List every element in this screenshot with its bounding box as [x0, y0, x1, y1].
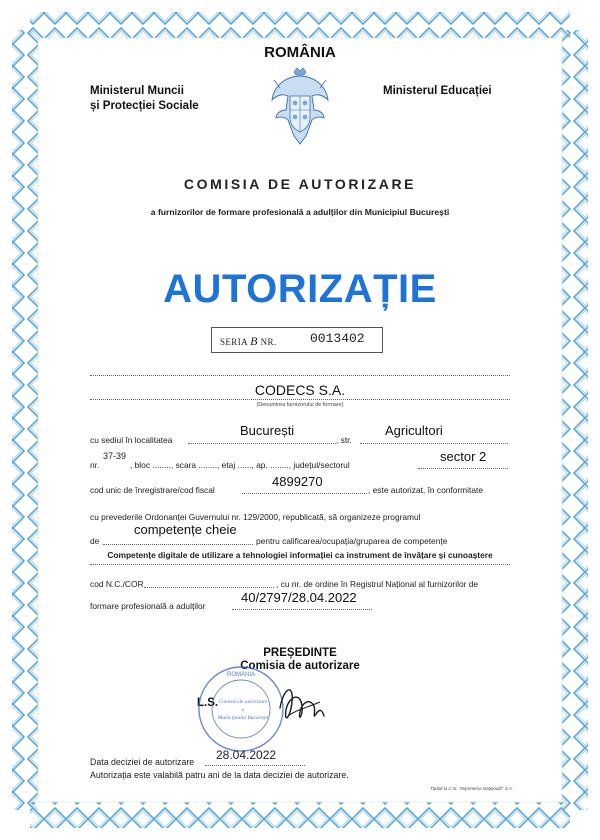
provider-top-line	[90, 375, 510, 376]
ministry-labor-line2: și Protecției Sociale	[90, 100, 199, 112]
decision-date: 28.04.2022	[216, 748, 277, 762]
serial-series: B	[250, 334, 258, 348]
program-rest: pentru calificarea/ocupația/gruparea de competențe	[256, 536, 448, 546]
fiscal-dots	[242, 493, 367, 494]
competence-title: Competențe digitale de utilizare a tehnologiei informației ca instrument de învățare și cunoaștere	[107, 550, 493, 560]
provider-caption: (Denumirea furnizorului de formare)	[256, 402, 344, 408]
coat-of-arms-icon	[268, 66, 332, 148]
serial-label-group	[220, 334, 277, 349]
country-name: ROMÂNIA	[264, 44, 336, 61]
ministry-labor-line1: Ministerul Muncii	[90, 85, 184, 97]
document-title: AUTORIZAȚIE	[163, 267, 437, 311]
svg-text:Municipiului București: Municipiului București	[217, 715, 269, 721]
street-dots	[360, 443, 508, 444]
fiscal-label: cod unic de înregistrare/cod fiscal	[90, 485, 215, 495]
serial-nr-label: NR.	[260, 337, 277, 347]
program-value: competențe cheie	[134, 522, 237, 537]
cor-label: cod N.C./COR	[90, 579, 144, 589]
ministry-labor	[90, 84, 225, 114]
provider-line	[90, 399, 510, 400]
svg-text:ROMÂNIA: ROMÂNIA	[226, 672, 256, 678]
svg-text:a: a	[241, 707, 245, 713]
sector-dots	[418, 468, 508, 469]
provider-name: CODECS S.A.	[254, 382, 346, 398]
fiscal-rest: , este autorizat, în conformitate	[368, 485, 483, 495]
fiscal-code: 4899270	[272, 474, 323, 489]
street-value: Agricultori	[385, 423, 443, 438]
registry-number: 40/2797/28.04.2022	[241, 590, 357, 605]
registry-label: formare profesională a adulților	[90, 601, 206, 611]
nr-value: 37-39	[103, 451, 127, 461]
address-line2: , bloc ........, scara ........, etaj ......, ap. ........, județul/sectorul	[130, 460, 350, 470]
sector-value: sector 2	[440, 449, 487, 464]
validity-text: Autorizația este valabilă patru ani de la data deciziei de autorizare.	[90, 770, 349, 780]
ls-mark: L.S.	[197, 697, 219, 709]
city-value: București	[240, 423, 295, 438]
cor-rest: , cu nr. de ordine în Registrul Național al furnizorilor de	[276, 579, 479, 589]
president-title: PREȘEDINTE	[263, 647, 337, 659]
serial-label: SERIA	[220, 337, 248, 347]
commission-title: COMISIA DE AUTORIZARE	[183, 176, 417, 192]
ordinance-text: cu prevederile Ordonanței Guvernului nr. 129/2000, republicată, să organizeze programul	[90, 512, 421, 522]
city-dots	[188, 443, 336, 444]
handwritten-signature	[270, 680, 330, 730]
printer-note: Tipărit la C.N. "Imprimeria Națională" S.A.	[430, 786, 514, 791]
registry-dots	[232, 609, 372, 610]
president-subtitle: Comisia de autorizare	[240, 660, 360, 672]
ministry-education: Ministerul Educației	[383, 85, 492, 97]
program-dots	[103, 544, 253, 545]
cor-dots	[144, 587, 274, 588]
nr-label: nr.	[90, 460, 100, 470]
commission-subtitle: a furnizorilor de formare profesională a adulților din Municipiul București	[150, 207, 450, 217]
svg-text:Comisia de autorizare: Comisia de autorizare	[218, 699, 268, 705]
program-de-label: de	[90, 536, 100, 546]
serial-number: 0013402	[310, 331, 365, 346]
seat-label: cu sediul în localitatea	[90, 435, 173, 445]
decision-label: Data deciziei de autorizare	[90, 757, 195, 767]
street-label: , str.	[336, 435, 352, 445]
competence-dots	[90, 564, 510, 565]
decision-dots	[205, 765, 305, 766]
